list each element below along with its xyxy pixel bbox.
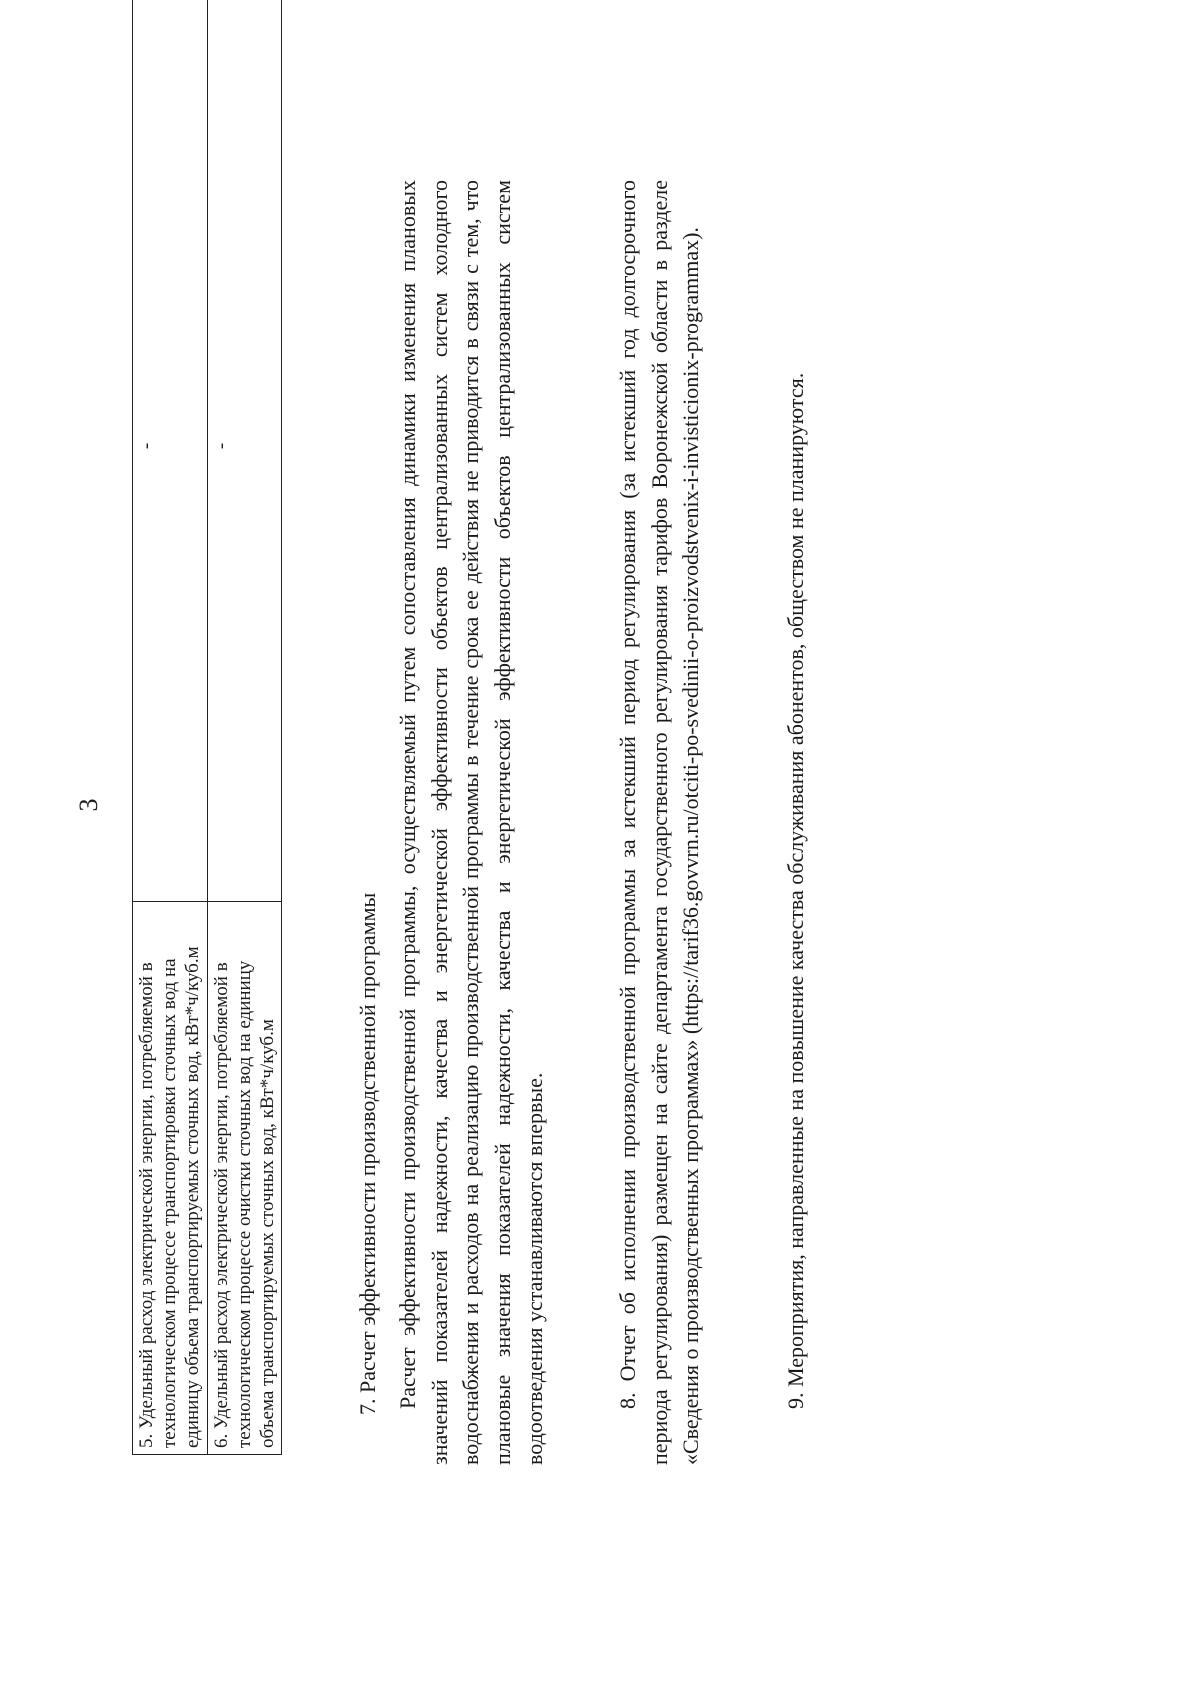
indicator-description: 5. Удельный расход электрической энергии, потребляемой в технологическом процессе транспортировки сточных вод на единицу объема транспортируемых сточных вод, кВт*ч/куб.м bbox=[133, 902, 208, 1455]
section-9-paragraph: 9. Мероприятия, направленные на повышение качества обслуживания абонентов, обществом не планируются. bbox=[783, 372, 808, 1409]
table-row bbox=[133, 0, 208, 1455]
indicator-description: 6. Удельный расход электрической энергии, потребляемой в технологическом процессе очистки сточных вод на единицу объема транспортируемых сточных вод, кВт*ч/куб.м bbox=[207, 902, 282, 1455]
table-row bbox=[207, 0, 282, 1455]
indicators-table bbox=[132, 0, 282, 1455]
section-7-title: 7. Расчет эффективности производственной программы bbox=[355, 892, 380, 1415]
indicator-value: - bbox=[133, 0, 208, 902]
section-7-paragraph: Расчет эффективности производственной программы, осуществляемый путем сопоставления динамики изменения плановых значений показателей надежности, качества и энергетической эффективности объектов централизованных систем холодного водоснабжения и расходов на реализацию производственной программы в течение срока ее действия не приводится в связи с тем, что плановые значения показателей надежности, качества и энергетической эффективности объектов централизованных систем водоотведения устанавливаются впервые. bbox=[395, 180, 547, 1465]
section-8-paragraph: 8. Отчет об исполнении производственной программы за истекший период регулирования (за истекший год долгосрочного периода регулирования) размещен на сайте департамента государственного регулирования тарифов Воронежской области в разделе «Сведения о производственных программах» (https://tarif36.govvrn.ru/otciti-po-svedinii-o-proizvodstvenix-i-invisticionix-programmax). bbox=[615, 180, 704, 1465]
indicator-value: - bbox=[207, 0, 282, 902]
page-number: 3 bbox=[74, 798, 103, 812]
